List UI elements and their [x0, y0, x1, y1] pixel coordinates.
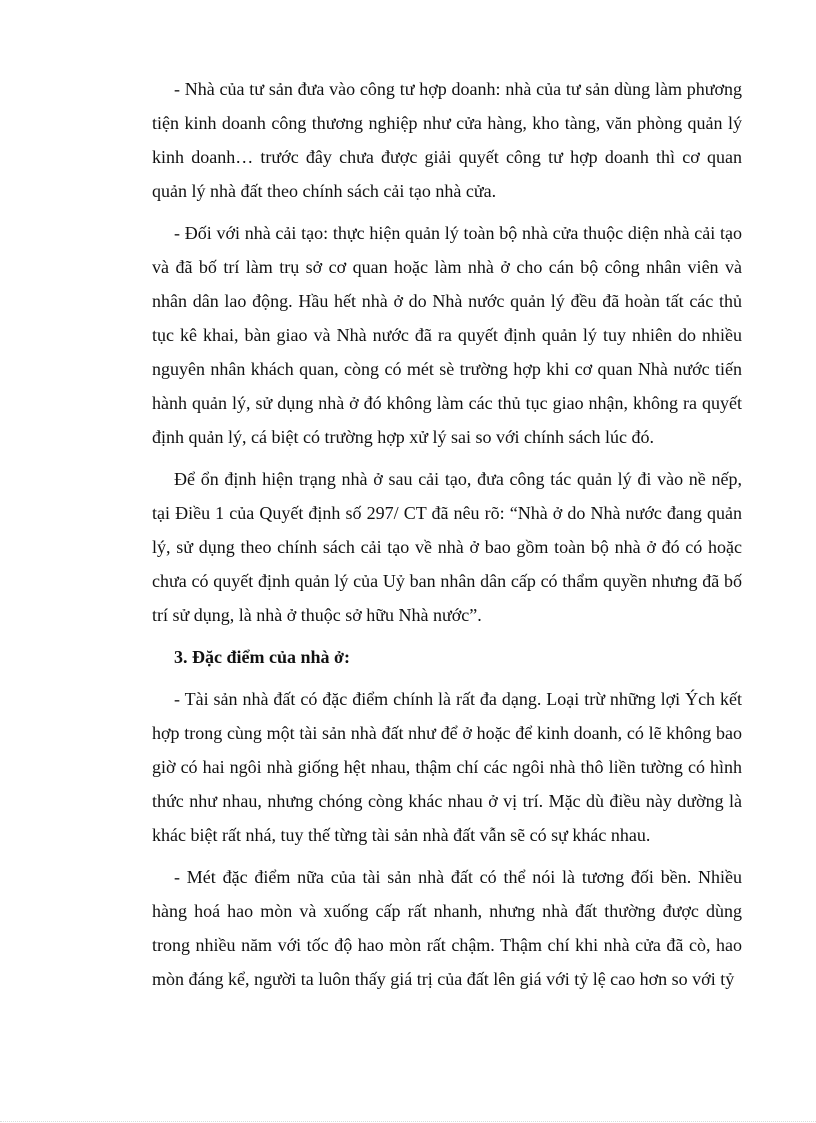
page-bottom-border [0, 1121, 816, 1122]
paragraph-diversity: - Tài sản nhà đất có đặc điểm chính là rất đa dạng. Loại trừ những lợi Ých kết hợp trong cùng một tài sản nhà đất như để ở hoặc để kinh doanh, có lẽ không bao giờ có hai ngôi nhà giống hệt nhau, thậm chí các ngôi nhà thô liền tường có hình thức như nhau, nhưng chóng còng khác nhau ở vị trí. Mặc dù điều này dường là khác biệt rất nhá, tuy thế từng tài sản nhà đất vẫn sẽ có sự khác nhau. [152, 689, 742, 845]
paragraph-renovated-housing: - Đối với nhà cải tạo: thực hiện quản lý toàn bộ nhà cửa thuộc diện nhà cải tạo và đã bố trí làm trụ sở cơ quan hoặc làm nhà ở cho cán bộ công nhân viên và nhân dân lao động. Hầu hết nhà ở do Nhà nước quản lý đều đã hoàn tất các thủ tục kê khai, bàn giao và Nhà nước đã ra quyết định quản lý tuy nhiên do nhiều nguyên nhân khách quan, còng có mét sè trường hợp khi cơ quan Nhà nước tiến hành quản lý, sử dụng nhà ở đó không làm các thủ tục giao nhận, không ra quyết định quản lý, cá biệt có trường hợp xử lý sai so với chính sách lúc đó. [152, 223, 742, 447]
document-body [152, 72, 742, 1004]
paragraph-durability: - Mét đặc điểm nữa của tài sản nhà đất có thể nói là tương đối bền. Nhiều hàng hoá hao mòn và xuống cấp rất nhanh, nhưng nhà đất thường được dùng trong nhiều năm với tốc độ hao mòn rất chậm. Thậm chí khi nhà cửa đã cò, hao mòn đáng kể, người ta luôn thấy giá trị của đất lên giá với tỷ lệ cao hơn so với tỷ [152, 867, 742, 989]
paragraph-decision-297: Để ổn định hiện trạng nhà ở sau cải tạo, đưa công tác quản lý đi vào nề nếp, tại Điều 1 của Quyết định số 297/ CT đã nêu rõ: “Nhà ở do Nhà nước đang quản lý, sử dụng theo chính sách cải tạo về nhà ở bao gồm toàn bộ nhà ở đó có hoặc chưa có quyết định quản lý của Uỷ ban nhân dân cấp có thẩm quyền nhưng đã bố trí sử dụng, là nhà ở thuộc sở hữu Nhà nước”. [152, 469, 742, 625]
section-heading: 3. Đặc điểm của nhà ở: [174, 647, 350, 667]
paragraph-business-housing: - Nhà của tư sản đưa vào công tư hợp doanh: nhà của tư sản dùng làm phương tiện kinh doanh công thương nghiệp như cửa hàng, kho tàng, văn phòng quản lý kinh doanh… trước đây chưa được giải quyết công tư hợp doanh thì cơ quan quản lý nhà đất theo chính sách cải tạo nhà cửa. [152, 79, 742, 201]
